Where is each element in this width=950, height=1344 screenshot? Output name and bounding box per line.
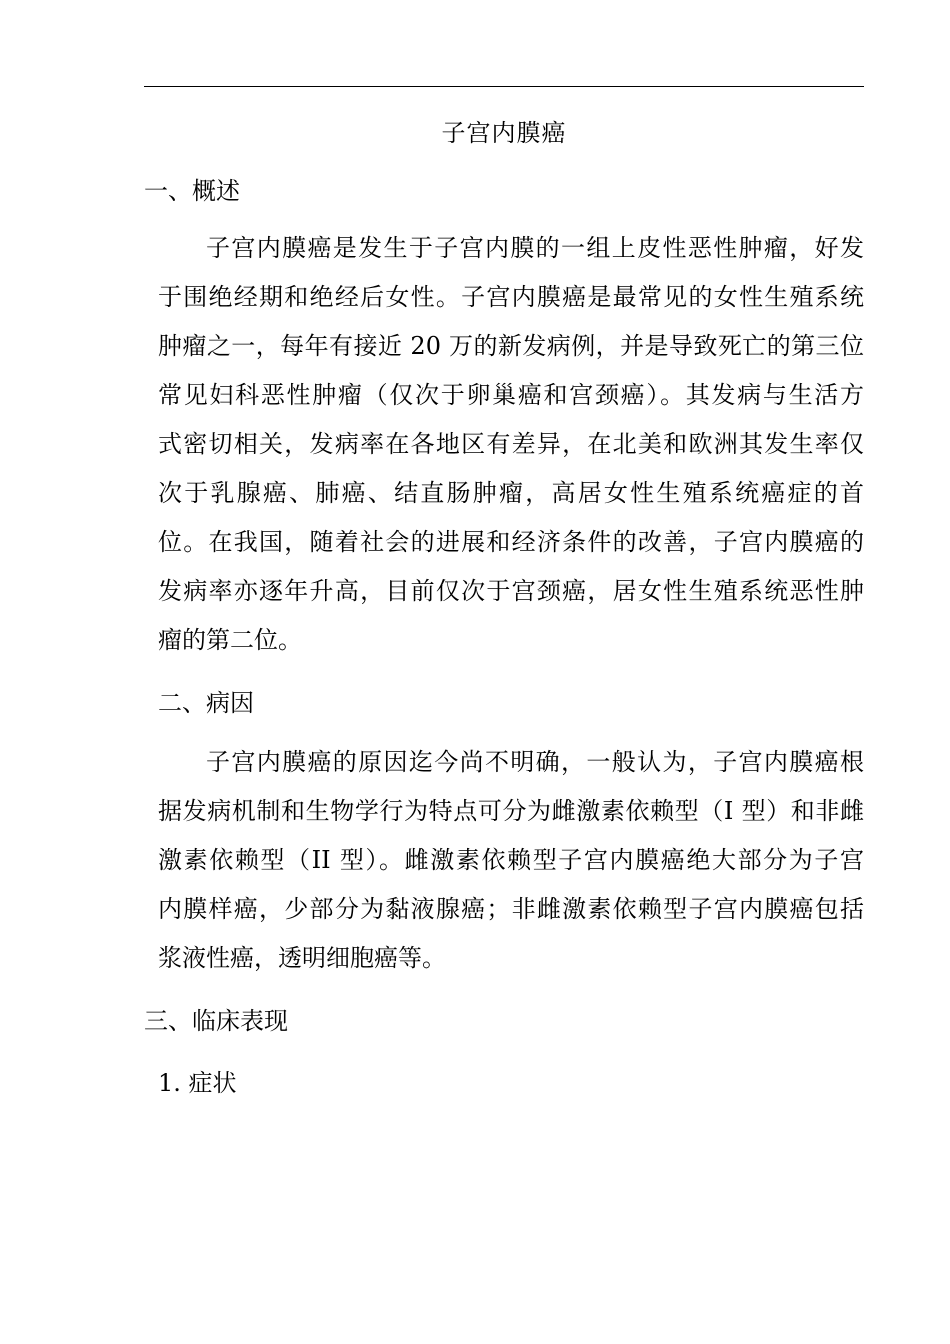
section-heading-clinical: 三、临床表现 [144, 1007, 288, 1035]
paragraph-line: 次于乳腺癌、肺癌、结直肠肿瘤，高居女性生殖系统癌症的首 [158, 479, 864, 507]
paragraph-line: 据发病机制和生物学行为特点可分为雌激素依赖型（I 型）和非雌 [158, 797, 864, 825]
paragraph-line: 内膜样癌，少部分为黏液腺癌；非雌激素依赖型子宫内膜癌包括 [158, 895, 864, 923]
paragraph-line: 子宫内膜癌是发生于子宫内膜的一组上皮性恶性肿瘤，好发 [206, 234, 864, 262]
paragraph-line: 瘤的第二位。 [158, 626, 302, 654]
paragraph-line: 常见妇科恶性肿瘤（仅次于卵巢癌和宫颈癌）。其发病与生活方 [158, 381, 864, 409]
paragraph-line: 子宫内膜癌的原因迄今尚不明确，一般认为，子宫内膜癌根 [206, 748, 864, 776]
document-title: 子宫内膜癌 [441, 119, 567, 147]
subsection-heading-symptoms: 1. 症状 [158, 1069, 237, 1097]
section-heading-etiology: 二、病因 [158, 689, 254, 717]
overview-paragraph [158, 224, 864, 665]
paragraph-line: 发病率亦逐年升高，目前仅次于宫颈癌，居女性生殖系统恶性肿 [158, 577, 864, 605]
paragraph-line: 浆液性癌，透明细胞癌等。 [158, 944, 446, 972]
paragraph-line: 位。在我国，随着社会的进展和经济条件的改善，子宫内膜癌的 [158, 528, 864, 556]
etiology-paragraph [158, 738, 864, 983]
paragraph-line: 式密切相关，发病率在各地区有差异，在北美和欧洲其发生率仅 [158, 430, 864, 458]
header-rule [144, 86, 864, 87]
paragraph-line: 于围绝经期和绝经后女性。子宫内膜癌是最常见的女性生殖系统 [158, 283, 864, 311]
section-heading-overview: 一、概述 [144, 177, 240, 205]
paragraph-line: 激素依赖型（II 型）。雌激素依赖型子宫内膜癌绝大部分为子宫 [158, 846, 864, 874]
paragraph-line: 肿瘤之一，每年有接近 20 万的新发病例，并是导致死亡的第三位 [158, 332, 864, 360]
